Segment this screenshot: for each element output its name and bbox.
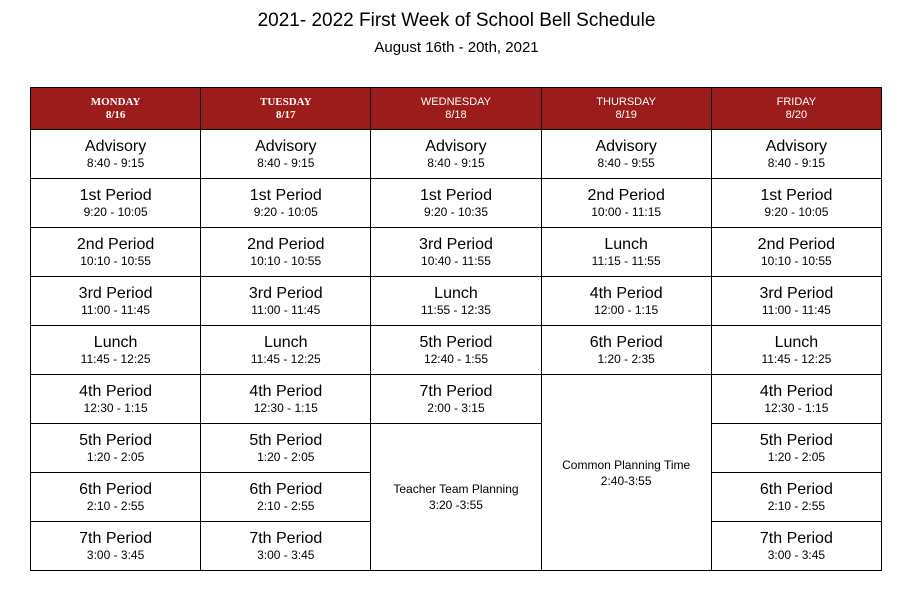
period-cell	[711, 375, 881, 424]
schedule-row	[31, 179, 882, 228]
period-cell	[31, 326, 201, 375]
period-name: 5th Period	[249, 432, 323, 449]
schedule-row	[31, 424, 882, 473]
header-row	[31, 88, 882, 130]
period-name: 4th Period	[79, 383, 153, 400]
period-time: 11:15 - 11:55	[591, 254, 661, 268]
period-time: 11:45 - 12:25	[250, 352, 321, 366]
period-cell	[371, 130, 541, 179]
period-time: 2:10 - 2:55	[767, 499, 826, 513]
period-cell	[31, 522, 201, 571]
period-time: 3:00 - 3:45	[86, 548, 145, 562]
period-name: Advisory	[84, 138, 147, 155]
period-cell	[541, 228, 711, 277]
common-planning-cell	[541, 375, 711, 571]
period-time: 1:20 - 2:35	[597, 352, 655, 366]
period-name: Teacher Team Planning	[393, 482, 519, 496]
period-name: Lunch	[774, 334, 819, 351]
period-cell	[711, 228, 881, 277]
teacher-team-planning-cell	[371, 424, 541, 571]
period-cell	[201, 326, 371, 375]
period-cell	[31, 424, 201, 473]
period-time: 3:20 -3:55	[428, 498, 483, 512]
period-time: 10:40 - 11:55	[421, 254, 491, 268]
day-header-thursday: THURSDAY 8/19	[541, 88, 711, 130]
period-cell	[31, 375, 201, 424]
period-name: 2nd Period	[247, 236, 325, 253]
period-cell	[541, 277, 711, 326]
period-cell	[31, 179, 201, 228]
period-name: 4th Period	[589, 285, 663, 302]
period-time: 2:10 - 2:55	[257, 499, 315, 513]
period-cell	[201, 522, 371, 571]
period-cell	[31, 228, 201, 277]
period-time: 9:20 - 10:05	[253, 205, 318, 219]
bell-schedule-table	[30, 87, 882, 571]
period-cell	[711, 424, 881, 473]
period-name: 1st Period	[419, 187, 492, 204]
period-cell	[201, 277, 371, 326]
period-cell	[201, 424, 371, 473]
period-time: 8:40 - 9:55	[597, 156, 655, 170]
period-time: 3:00 - 3:45	[767, 548, 826, 562]
period-name: 3rd Period	[78, 285, 153, 302]
period-name: Advisory	[595, 138, 657, 155]
period-name: 2nd Period	[76, 236, 155, 253]
schedule-row	[31, 277, 882, 326]
day-header-tuesday: TUESDAY 8/17	[201, 88, 371, 130]
period-name: Advisory	[255, 138, 317, 155]
period-cell	[371, 179, 541, 228]
period-time: 12:30 - 1:15	[253, 401, 318, 415]
period-time: 11:55 - 12:35	[421, 303, 491, 317]
period-cell	[31, 473, 201, 522]
period-cell	[371, 326, 541, 375]
period-cell	[201, 179, 371, 228]
period-name: Common Planning Time	[562, 457, 691, 472]
period-cell	[711, 522, 881, 571]
period-name: 3rd Period	[419, 236, 493, 253]
period-cell	[371, 277, 541, 326]
period-time: 9:20 - 10:05	[764, 205, 829, 219]
day-header-monday: MONDAY 8/16	[31, 88, 201, 130]
period-cell	[711, 277, 881, 326]
period-name: 5th Period	[79, 432, 153, 449]
period-time: 1:20 - 2:05	[767, 450, 826, 464]
period-name: 6th Period	[589, 334, 663, 351]
period-time: 1:20 - 2:05	[86, 450, 145, 464]
period-name: 6th Period	[249, 481, 323, 498]
period-time: 11:00 - 11:45	[251, 303, 321, 317]
period-time: 2:40-3:55	[600, 473, 652, 488]
period-time: 9:20 - 10:05	[83, 205, 148, 219]
period-name: 2nd Period	[757, 236, 836, 253]
period-time: 10:10 - 10:55	[80, 254, 151, 268]
period-time: 8:40 - 9:15	[257, 156, 315, 170]
period-name: Lunch	[93, 334, 138, 351]
period-name: 4th Period	[759, 383, 833, 400]
period-name: 6th Period	[759, 481, 833, 498]
period-name: Lunch	[604, 236, 648, 253]
period-time: 10:10 - 10:55	[761, 254, 832, 268]
period-cell	[201, 130, 371, 179]
day-header-wednesday: WEDNESDAY 8/18	[371, 88, 541, 130]
period-name: 1st Period	[79, 187, 152, 204]
period-cell	[541, 130, 711, 179]
period-name: Advisory	[425, 138, 487, 155]
period-cell	[711, 326, 881, 375]
period-name: 1st Period	[760, 187, 833, 204]
period-name: 2nd Period	[587, 187, 665, 204]
day-header-friday: FRIDAY 8/20	[711, 88, 881, 130]
period-cell	[711, 473, 881, 522]
period-cell	[31, 130, 201, 179]
period-name: 7th Period	[759, 530, 833, 547]
period-time: 3:00 - 3:45	[257, 548, 315, 562]
period-time: 11:45 - 12:25	[80, 352, 151, 366]
period-time: 11:00 - 11:45	[761, 303, 831, 317]
period-cell	[201, 473, 371, 522]
period-name: 3rd Period	[759, 285, 834, 302]
page-title: 2021- 2022 First Week of School Bell Schedule	[257, 10, 656, 31]
period-cell	[711, 130, 881, 179]
period-name: 7th Period	[419, 383, 493, 400]
schedule-row	[31, 326, 882, 375]
period-name: 7th Period	[249, 530, 323, 547]
period-cell	[371, 375, 541, 424]
period-name: 1st Period	[249, 187, 322, 204]
period-time: 2:10 - 2:55	[86, 499, 145, 513]
period-name: 7th Period	[79, 530, 153, 547]
period-time: 8:40 - 9:15	[86, 156, 145, 170]
period-time: 11:45 - 12:25	[761, 352, 832, 366]
page-subtitle: August 16th - 20th, 2021	[374, 39, 539, 56]
period-cell	[371, 228, 541, 277]
period-time: 12:00 - 1:15	[594, 303, 659, 317]
period-name: 5th Period	[759, 432, 833, 449]
period-name: 5th Period	[419, 334, 493, 351]
period-cell	[541, 179, 711, 228]
period-time: 11:00 - 11:45	[81, 303, 151, 317]
schedule-row	[31, 130, 882, 179]
period-cell	[201, 375, 371, 424]
period-name: 3rd Period	[248, 285, 323, 302]
period-name: Lunch	[434, 285, 478, 302]
period-name: Advisory	[765, 138, 828, 155]
period-time: 10:10 - 10:55	[250, 254, 322, 268]
period-time: 12:30 - 1:15	[83, 401, 148, 415]
schedule-row	[31, 228, 882, 277]
schedule-row	[31, 375, 882, 424]
period-time: 8:40 - 9:15	[767, 156, 826, 170]
period-name: 4th Period	[249, 383, 323, 400]
period-time: 9:20 - 10:35	[423, 205, 488, 219]
period-time: 12:30 - 1:15	[764, 401, 829, 415]
period-name: Lunch	[263, 334, 308, 351]
period-time: 10:00 - 11:15	[591, 205, 662, 219]
period-cell	[201, 228, 371, 277]
period-cell	[711, 179, 881, 228]
period-cell	[31, 277, 201, 326]
period-time: 12:40 - 1:55	[423, 352, 488, 366]
period-cell	[541, 326, 711, 375]
period-time: 8:40 - 9:15	[427, 156, 485, 170]
period-name: 6th Period	[79, 481, 153, 498]
period-time: 1:20 - 2:05	[257, 450, 315, 464]
period-time: 2:00 - 3:15	[427, 401, 485, 415]
